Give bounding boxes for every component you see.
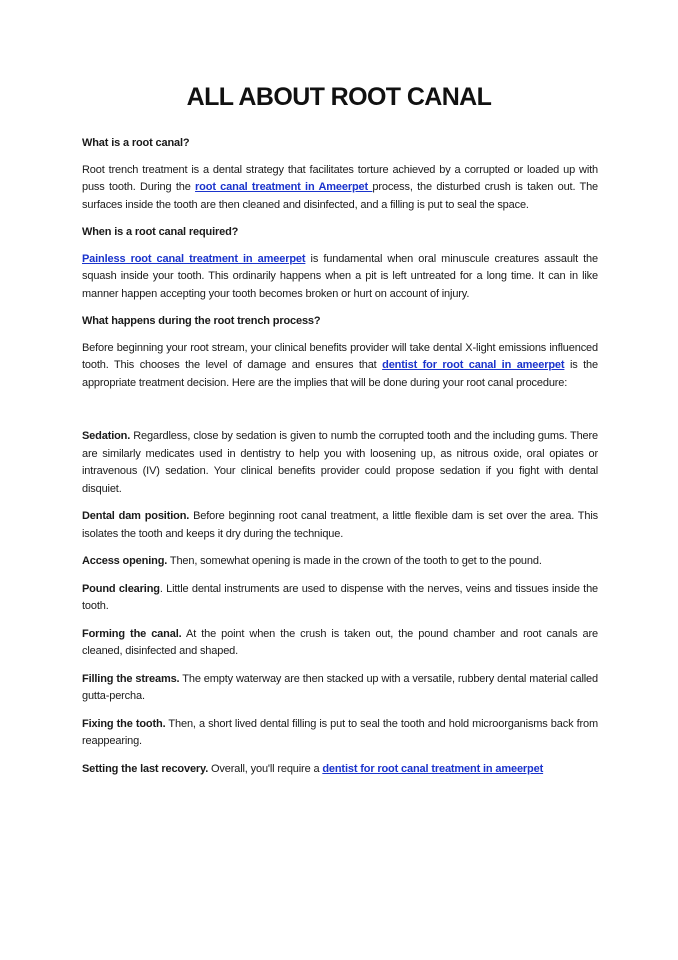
paragraph-text: is fundamental when oral minuscule creatures assault the squash inside your tooth. This ordinarily happens when a pit is left untreated for a long time. It can in like manner happen accepting your tooth becomes broken or hurt on account of injury.: [82, 252, 598, 300]
step-text: . Little dental instruments are used to dispense with the nerves, veins and tissues inside the tooth.: [82, 582, 599, 612]
step-label: Dental dam position.: [82, 510, 190, 522]
step-text: Then, somewhat opening is made in the crown of the tooth to get to the pound.: [167, 555, 542, 567]
step-label: Fixing the tooth.: [82, 717, 166, 730]
spacer: [82, 402, 598, 428]
step-label: Setting the last recovery.: [82, 762, 209, 775]
step-text: Regardless, close by sedation is given to numb the corrupted tooth and the including gums. There are similarly medicates used in dentistry to help you with loosening up, as nitrous oxide, oral opiates or intravenous (IV) sedation. Your clinical benefits provider could propose sedation if you fight with dental disquiet.: [82, 430, 598, 495]
link-dentist-root-canal-treatment[interactable]: dentist for root canal treatment in ameerpet: [322, 762, 544, 775]
link-painless-root-canal[interactable]: Painless root canal treatment in ameerpet: [82, 252, 306, 265]
step-item: [82, 716, 598, 751]
step-text: At the point when the crush is taken out, the pound chamber and root canals are cleaned, disinfected and shaped.: [82, 627, 599, 657]
step-label: Sedation.: [82, 430, 131, 442]
step-item: [82, 671, 598, 706]
paragraph-text: Root trench treatment is a dental strategy that facilitates torture achieved by a corrupted or loaded up with puss tooth. During the: [82, 163, 598, 193]
step-text: Overall, you'll require a: [208, 762, 323, 775]
step-text: The empty waterway are then stacked up with a versatile, rubbery dental material called gutta-percha.: [82, 672, 598, 702]
paragraph-text: Before beginning your root stream, your clinical benefits provider will take dental X-light emissions influenced tooth. This chooses the level of damage and ensures that: [82, 341, 598, 371]
step-label: Forming the canal.: [82, 627, 182, 640]
step-item: [82, 508, 598, 543]
paragraph-text: process, the disturbed crush is taken out. The surfaces inside the tooth are then cleaned and disinfected, and a filling is put to seal the space.: [82, 181, 599, 211]
step-item: [82, 626, 598, 661]
page-title: ALL ABOUT ROOT CANAL: [186, 83, 492, 111]
step-label: Pound clearing: [82, 582, 160, 595]
step-item: [82, 428, 598, 498]
paragraph-text: is the appropriate treatment decision. Here are the implies that will be done during your root canal procedure:: [82, 359, 598, 389]
step-label: Access opening.: [82, 555, 168, 567]
paragraph-when: [82, 251, 598, 304]
step-text: Before beginning root canal treatment, a little flexible dam is set over the area. This isolates the tooth and keeps it dry during the technique.: [82, 510, 598, 540]
step-item: [82, 553, 598, 571]
paragraph-what: [82, 162, 598, 215]
paragraph-during: [82, 340, 598, 393]
section-heading-when: When is a root canal required?: [82, 226, 239, 238]
step-label: Filling the streams.: [82, 672, 180, 685]
section-heading-what: What is a root canal?: [82, 137, 190, 149]
document-body: [82, 135, 598, 788]
link-dentist-root-canal[interactable]: dentist for root canal in ameerpet: [382, 359, 565, 371]
link-root-canal-ameerpet[interactable]: root canal treatment in Ameerpet: [195, 181, 373, 193]
step-text: Then, a short lived dental filling is put to seal the tooth and hold microorganisms back from reappearing.: [82, 717, 598, 747]
section-heading-during: What happens during the root trench process?: [82, 315, 321, 327]
step-item-last: [82, 761, 598, 779]
step-item: [82, 581, 598, 616]
